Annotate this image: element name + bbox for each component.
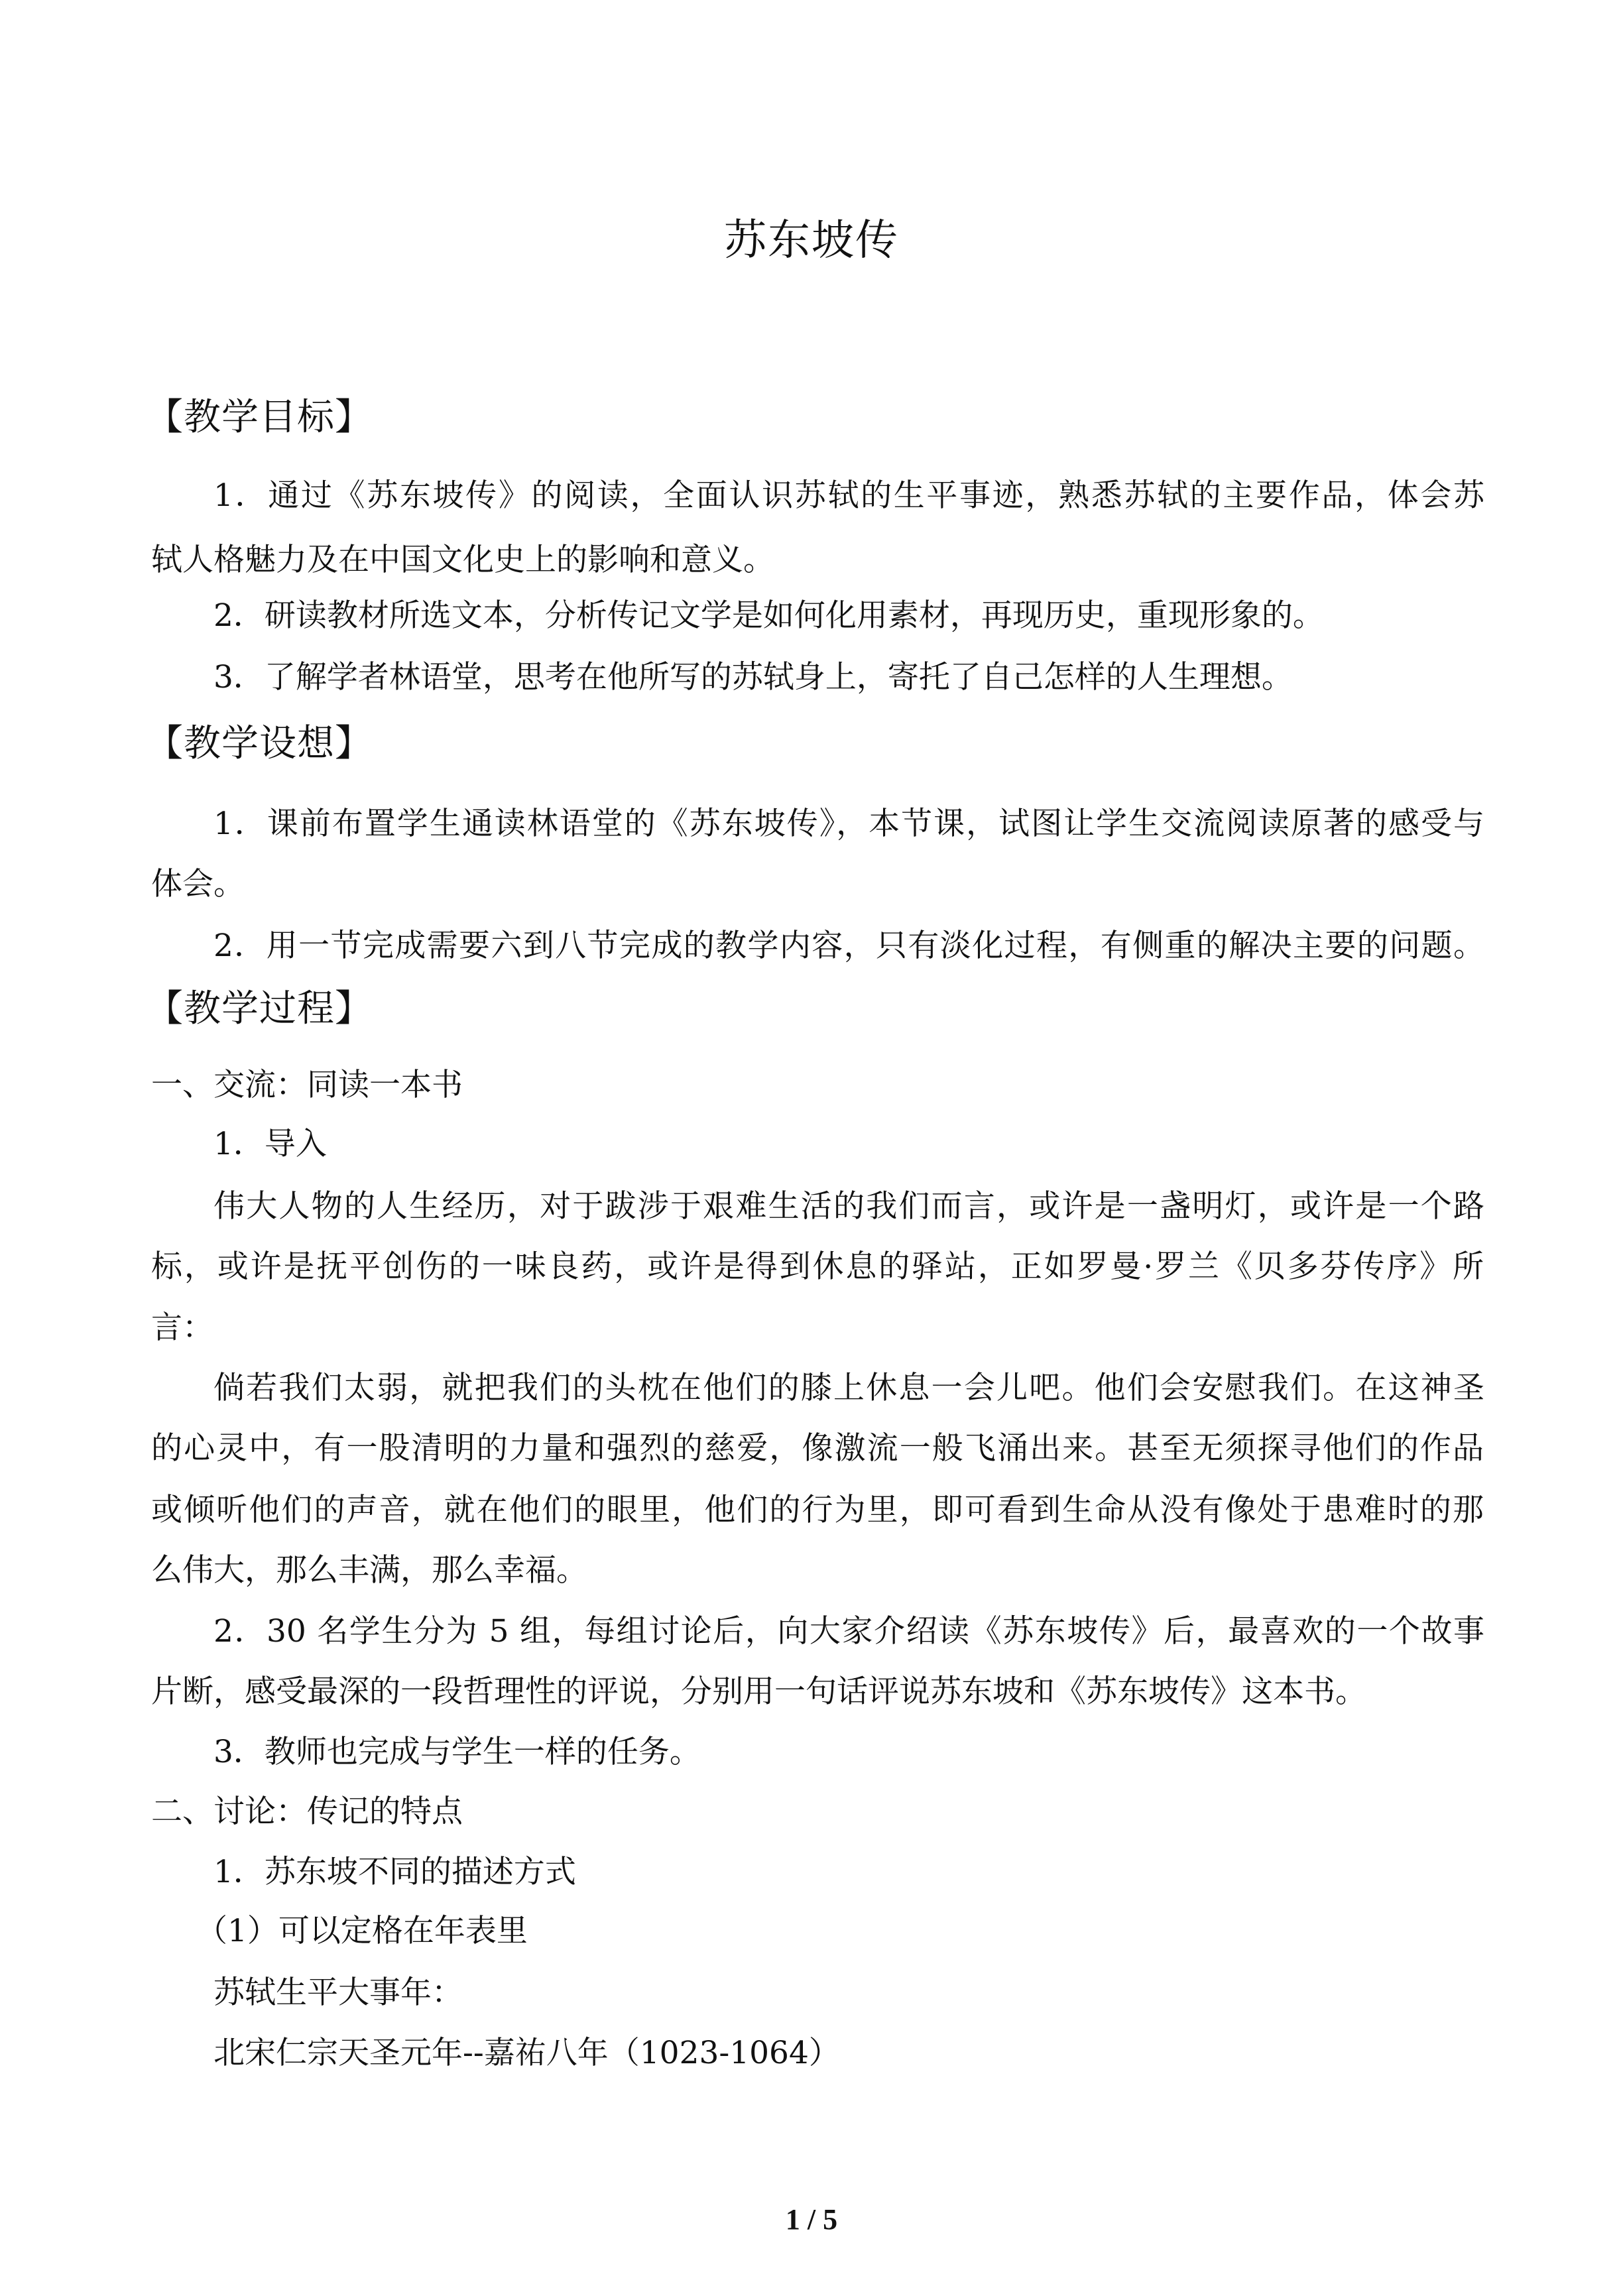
objective-item-1-cont: 轼人格魅力及在中国文化史上的影响和意义。 (151, 542, 774, 578)
design-item-1-cont: 体会。 (151, 866, 245, 902)
section-heading-design: 【教学设想】 (146, 722, 373, 765)
process-step-intro: 1．导入 (213, 1126, 327, 1162)
timeline-heading: 苏轼生平大事年： (213, 1974, 463, 2011)
process-subtitle: 1．苏东坡不同的描述方式 (213, 1854, 576, 1890)
quote-line: 倘若我们太弱，就把我们的头枕在他们的膝上休息一会儿吧。他们会安慰我们。在这神圣 (213, 1370, 1484, 1406)
objective-item-3: 3．了解学者林语堂，思考在他所写的苏轼身上，寄托了自己怎样的人生理想。 (213, 659, 1293, 695)
document-title: 苏东坡传 (724, 216, 899, 265)
objective-item-2: 2．研读教材所选文本，分析传记文学是如何化用素材，再现历史，重现形象的。 (213, 597, 1324, 634)
process-subitem: （1）可以定格在年表里 (196, 1913, 528, 1949)
objective-item-1: 1．通过《苏东坡传》的阅读，全面认识苏轼的生平事迹，熟悉苏轼的主要作品，体会苏 (213, 477, 1484, 514)
process-step-group: 2．30 名学生分为 5 组，每组讨论后，向大家介绍读《苏东坡传》后，最喜欢的一个故事 (213, 1613, 1484, 1650)
process-part-1-title: 一、交流：同读一本书 (151, 1067, 463, 1103)
quote-line: 的心灵中，有一股清明的力量和强烈的慈爱，像激流一般飞涌出来。甚至无须探寻他们的作品 (151, 1430, 1484, 1467)
process-paragraph-line: 伟大人物的人生经历，对于跋涉于艰难生活的我们而言，或许是一盏明灯，或许是一个路 (213, 1188, 1484, 1225)
quote-line: 么伟大，那么丰满，那么幸福。 (151, 1552, 587, 1589)
process-step-teacher: 3．教师也完成与学生一样的任务。 (213, 1734, 701, 1770)
design-item-2: 2．用一节完成需要六到八节完成的教学内容，只有淡化过程，有侧重的解决主要的问题。 (213, 928, 1484, 964)
page-number-text: 1 / 5 (785, 2203, 838, 2236)
quote-line: 或倾听他们的声音，就在他们的眼里，他们的行为里，即可看到生命从没有像处于患难时的那 (151, 1492, 1484, 1528)
page-number (0, 2200, 1623, 2240)
timeline-entry: 北宋仁宗天圣元年--嘉祐八年（1023-1064） (213, 2035, 840, 2071)
design-item-1: 1．课前布置学生通读林语堂的《苏东坡传》，本节课，试图让学生交流阅读原著的感受与 (213, 806, 1484, 842)
section-heading-process: 【教学过程】 (146, 987, 373, 1030)
section-heading-objectives: 【教学目标】 (146, 396, 373, 439)
process-part-2-title: 二、讨论：传记的特点 (151, 1793, 463, 1830)
process-paragraph-line: 言： (151, 1309, 213, 1346)
process-paragraph-line: 标，或许是抚平创伤的一味良药，或许是得到休息的驿站，正如罗曼·罗兰《贝多芬传序》所 (151, 1248, 1484, 1285)
process-step-group-cont: 片断，感受最深的一段哲理性的评说，分别用一句话评说苏东坡和《苏东坡传》这本书。 (151, 1673, 1366, 1710)
